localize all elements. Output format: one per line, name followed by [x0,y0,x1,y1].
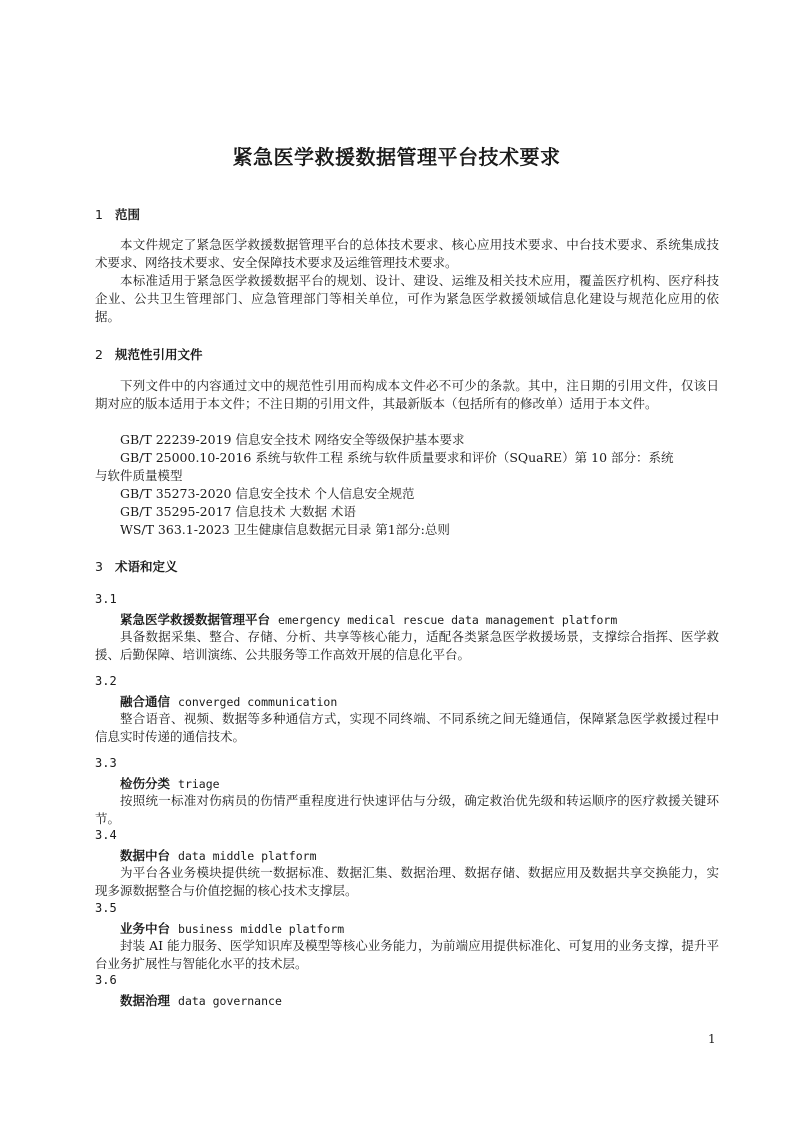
term-number: 3.4 [95,828,117,842]
term-english: emergency medical rescue data management platform [278,613,618,627]
reference-item: GB/T 22239-2019 信息安全技术 网络安全等级保护基本要求 [120,432,465,447]
term-english: data governance [178,994,282,1008]
term-english: business middle platform [178,922,345,936]
term-number: 3.5 [95,901,117,915]
term-entry [120,919,344,937]
reference-item: WS/T 363.1-2023 卫生健康信息数据元目录 第1部分:总则 [120,522,450,537]
scope-paragraph: 本文件规定了紧急医学救援数据管理平台的总体技术要求、核心应用技术要求、中台技术要求、系统集成技术要求、网络技术要求、安全保障技术要求及运维管理技术要求。 [95,237,719,270]
term-english: triage [178,777,220,791]
term-chinese: 检伤分类 [120,776,171,791]
term-number: 3.3 [95,756,117,770]
term-number: 3.6 [95,973,117,987]
document-title: 紧急医学救援数据管理平台技术要求 [232,145,561,169]
term-chinese: 业务中台 [120,921,171,936]
term-definition: 整合语音、视频、数据等多种通信方式，实现不同终端、不同系统之间无缝通信，保障紧急医学救援过程中信息实时传递的通信技术。 [95,711,719,744]
term-chinese: 数据治理 [120,993,171,1008]
term-entry [120,991,282,1009]
reference-item: GB/T 25000.10-2016 系统与软件工程 系统与软件质量要求和评价（SQuaRE）第 10 部分：系统 [120,450,674,465]
term-entry [120,846,317,864]
references-intro: 下列文件中的内容通过文中的规范性引用而构成本文件必不可少的条款。其中，注日期的引用文件，仅该日期对应的版本适用于本文件；不注日期的引用文件，其最新版本（包括所有的修改单）适用于本文件。 [95,378,719,411]
term-entry [120,692,337,710]
term-english: data middle platform [178,849,317,863]
term-chinese: 紧急医学救援数据管理平台 [120,612,271,627]
term-number: 3.1 [95,592,117,606]
section-number: 1 [95,207,103,222]
page-number: 1 [708,1032,716,1046]
term-english: converged communication [178,695,338,709]
reference-item-continuation: 与软件质量模型 [95,468,183,483]
term-entry [120,774,220,792]
section-title: 术语和定义 [115,559,178,574]
section-title: 规范性引用文件 [115,347,203,362]
section-heading-scope [95,205,140,223]
term-chinese: 数据中台 [120,848,171,863]
term-number: 3.2 [95,674,117,688]
term-definition: 具备数据采集、整合、存储、分析、共享等核心能力，适配各类紧急医学救援场景，支撑综合指挥、医学救援、后勤保障、培训演练、公共服务等工作高效开展的信息化平台。 [95,629,719,662]
section-number: 3 [95,559,103,574]
section-heading-normative-references [95,345,203,363]
term-entry [120,610,617,628]
section-number: 2 [95,347,103,362]
reference-item: GB/T 35273-2020 信息安全技术 个人信息安全规范 [120,486,415,501]
section-heading-terms [95,557,178,575]
term-chinese: 融合通信 [120,694,171,709]
term-definition: 按照统一标准对伤病员的伤情严重程度进行快速评估与分级，确定救治优先级和转运顺序的医疗救援关键环节。 [95,793,719,826]
term-definition: 封装 AI 能力服务、医学知识库及模型等核心业务能力，为前端应用提供标准化、可复用的业务支撑，提升平台业务扩展性与智能化水平的技术层。 [95,938,719,971]
scope-paragraph: 本标准适用于紧急医学救援数据平台的规划、设计、建设、运维及相关技术应用，覆盖医疗机构、医疗科技企业、公共卫生管理部门、应急管理部门等相关单位，可作为紧急医学救援领域信息化建设与规范化应用的依据。 [95,273,719,324]
reference-item: GB/T 35295-2017 信息技术 大数据 术语 [120,504,356,519]
section-title: 范围 [115,207,141,222]
term-definition: 为平台各业务模块提供统一数据标准、数据汇集、数据治理、数据存储、数据应用及数据共享交换能力，实现多源数据整合与价值挖掘的核心技术支撑层。 [95,865,719,898]
